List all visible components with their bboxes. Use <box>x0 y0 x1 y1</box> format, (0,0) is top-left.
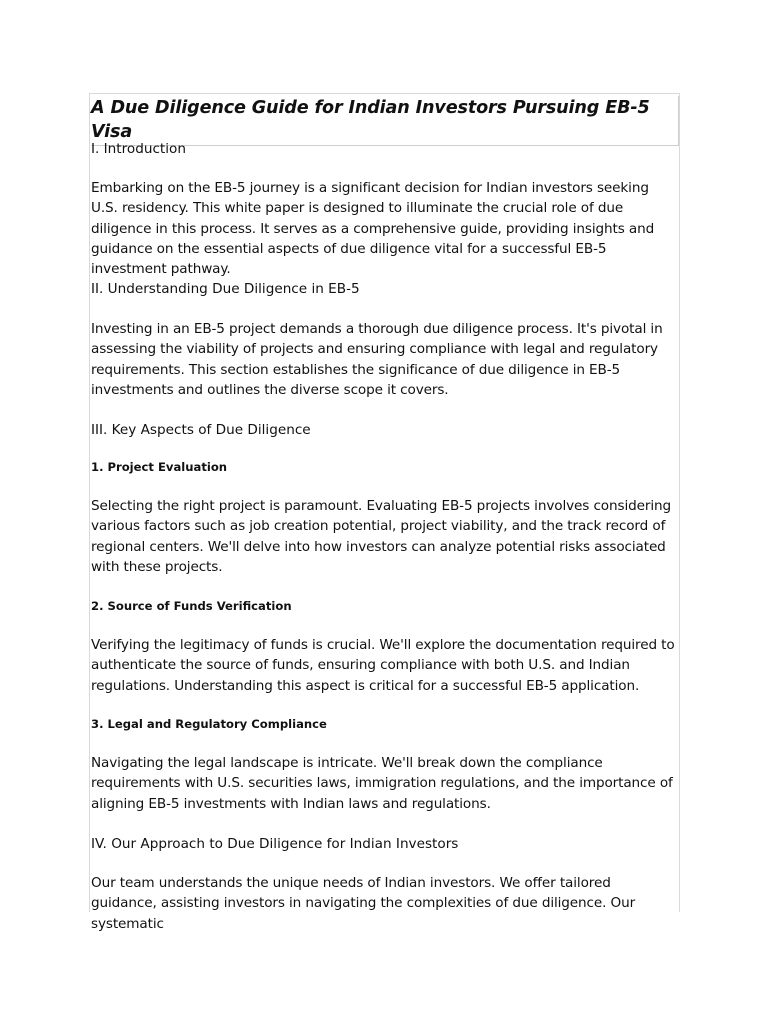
legal-compliance-paragraph: Navigating the legal landscape is intricate. We'll break down the compliance requirements with U.S. securities laws, immigration regulations, and the importance of aligning EB-5 investments with Indian laws and regulations. <box>91 755 673 812</box>
section-heading-introduction: I. Introduction <box>91 141 186 157</box>
section-heading-understanding-due-diligence: II. Understanding Due Diligence in EB-5 <box>91 281 360 297</box>
section-heading-our-approach: IV. Our Approach to Due Diligence for Indian Investors <box>91 836 459 852</box>
section-heading-key-aspects: III. Key Aspects of Due Diligence <box>91 422 311 438</box>
subsection-title-legal-compliance: 3. Legal and Regulatory Compliance <box>91 717 327 731</box>
source-of-funds-paragraph: Verifying the legitimacy of funds is crucial. We'll explore the documentation required to authenticate the source of funds, ensuring compliance with both U.S. and Indian regulations. Understanding this aspect is critical for a successful EB-5 application. <box>91 637 675 694</box>
project-evaluation-paragraph: Selecting the right project is paramount. Evaluating EB-5 projects involves considering various factors such as job creation potential, project viability, and the track record of regional centers. We'll delve into how investors can analyze potential risks associated with these projects. <box>91 498 671 575</box>
our-approach-paragraph: Our team understands the unique needs of Indian investors. We offer tailored guidance, assisting investors in navigating the complexities of due diligence. Our systematic <box>91 875 636 932</box>
document-content <box>91 94 679 932</box>
document-title: A Due Diligence Guide for Indian Investors Pursuing EB-5 Visa <box>91 96 679 146</box>
subsection-title-source-of-funds: 2. Source of Funds Verification <box>91 599 292 613</box>
document-page <box>89 93 680 932</box>
subsection-title-project-evaluation: 1. Project Evaluation <box>91 460 228 474</box>
understanding-due-diligence-paragraph: Investing in an EB-5 project demands a thorough due diligence process. It's pivotal in assessing the viability of projects and ensuring compliance with legal and regulatory requirements. This section establishes the significance of due diligence in EB-5 investments and outlines the diverse scope it covers. <box>91 321 663 398</box>
introduction-paragraph: Embarking on the EB-5 journey is a significant decision for Indian investors seeking U.S. residency. This white paper is designed to illuminate the crucial role of due diligence in this process. It serves as a comprehensive guide, providing insights and guidance on the essential aspects of due diligence vital for a successful EB-5 investment pathway. <box>91 180 655 278</box>
